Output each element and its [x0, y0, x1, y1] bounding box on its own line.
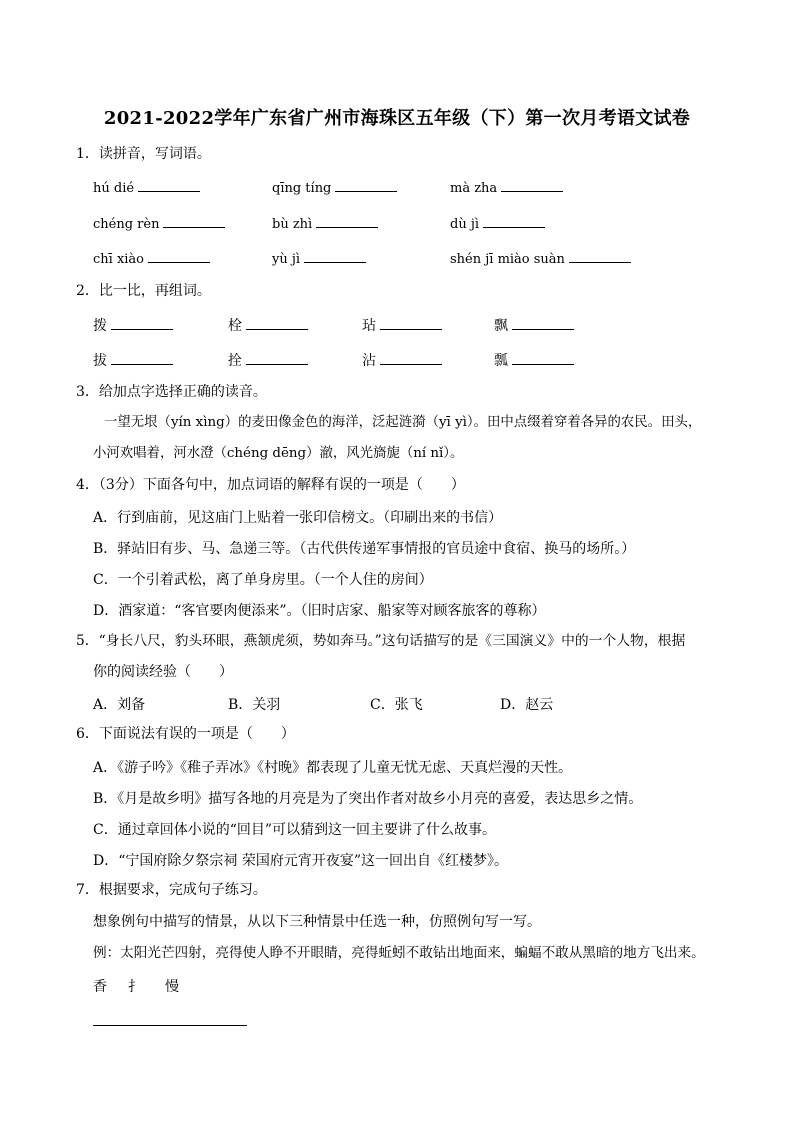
answer-blank[interactable] [501, 179, 563, 192]
answer-blank[interactable] [111, 352, 173, 365]
question-1-stem: 1．读拼音，写词语。 [76, 146, 211, 162]
question-7-choice: 扌 [128, 979, 142, 995]
pinyin-label: bù zhì [272, 217, 313, 232]
pinyin-item [93, 179, 200, 196]
question-7-stem: 7．根据要求，完成句子练习。 [76, 882, 267, 898]
answer-blank[interactable] [380, 317, 442, 330]
question-5-option-c[interactable]: C．张飞 [370, 697, 423, 713]
answer-blank[interactable] [111, 317, 173, 330]
question-6-option-d[interactable]: D．“宁国府除夕祭宗祠 荣国府元宵开夜宴”这一回出自《红楼梦》。 [93, 853, 508, 869]
answer-blank[interactable] [163, 215, 225, 228]
compare-item [93, 315, 173, 335]
pinyin-item [450, 179, 563, 196]
answer-blank[interactable] [569, 250, 631, 263]
question-4-option-a[interactable]: A．行到庙前，见这庙门上贴着一张印信榜文。（印刷出来的书信） [93, 510, 503, 526]
pinyin-item [93, 215, 225, 232]
question-4-option-d[interactable]: D．酒家道：“客官要肉便添来”。（旧时店家、船家等对顾客旅客的尊称） [93, 603, 546, 619]
answer-blank[interactable] [138, 179, 200, 192]
character-label: 瓢 [494, 353, 508, 369]
compare-item [494, 315, 574, 335]
compare-item [228, 315, 308, 335]
question-5-option-b[interactable]: B．关羽 [228, 697, 281, 713]
answer-blank[interactable] [148, 250, 210, 263]
answer-blank[interactable] [512, 352, 574, 365]
page-title: 2021-2022学年广东省广州市海珠区五年级（下）第一次月考语文试卷 [103, 108, 691, 129]
answer-blank[interactable] [512, 317, 574, 330]
question-4-option-b[interactable]: B．驿站旧有步、马、急递三等。（古代供传递军事情报的官员途中食宿、换马的场所。） [93, 541, 636, 557]
character-label: 飘 [494, 318, 508, 334]
character-label: 拴 [228, 353, 242, 369]
pinyin-label: mà zha [450, 181, 498, 196]
question-5-stem: 5．“身长八尺，豹头环眼，燕颔虎须，势如奔马。”这句话描写的是《三国演义》中的一个人物，根据 [76, 633, 686, 649]
pinyin-label: dù jì [450, 217, 480, 232]
question-5-option-d[interactable]: D．赵云 [500, 697, 554, 713]
pinyin-label: chī xiào [93, 252, 145, 267]
pinyin-label: shén jī miào suàn [450, 252, 565, 267]
pinyin-label: hú dié [93, 181, 135, 196]
pinyin-item [272, 250, 366, 267]
question-7-choice: 香 [93, 979, 107, 995]
compare-item [362, 315, 442, 335]
character-label: 沾 [362, 353, 376, 369]
pinyin-item [450, 215, 545, 232]
pinyin-item [450, 250, 631, 267]
character-label: 拨 [93, 318, 107, 334]
pinyin-label: chéng rèn [93, 217, 160, 232]
question-7-choice: 慢 [165, 979, 179, 995]
question-6-option-a[interactable]: A．《游子吟》《稚子弄冰》《村晚》都表现了儿童无忧无虑、天真烂漫的天性。 [93, 760, 573, 776]
question-3-stem: 3．给加点字选择正确的读音。 [76, 384, 267, 400]
answer-blank[interactable] [246, 317, 308, 330]
pinyin-label: yù jì [272, 252, 301, 267]
character-label: 拔 [93, 353, 107, 369]
character-label: 栓 [228, 318, 242, 334]
compare-item [494, 350, 574, 370]
answer-blank[interactable] [316, 215, 378, 228]
question-4-stem: 4．（3分）下面各句中，加点词语的解释有误的一项是（ ） [76, 477, 465, 493]
answer-blank[interactable] [246, 352, 308, 365]
answer-blank[interactable] [335, 179, 397, 192]
question-6-option-c[interactable]: C．通过章回体小说的“回目”可以猜到这一回主要讲了什么故事。 [93, 822, 497, 838]
question-6-option-b[interactable]: B．《月是故乡明》描写各地的月亮是为了突出作者对故乡小月亮的喜爱，表达思乡之情。 [93, 791, 643, 807]
pinyin-item [272, 179, 397, 196]
question-3-passage-line: 一望无垠（yín xìng）的麦田像金色的海洋，泛起涟漪（yī yì）。田中点缀着穿着各异的农民。田头， [104, 415, 702, 430]
compare-item [228, 350, 308, 370]
compare-item [93, 350, 173, 370]
answer-blank[interactable] [483, 215, 545, 228]
question-6-stem: 6．下面说法有误的一项是（ ） [76, 726, 295, 742]
question-5-option-a[interactable]: A．刘备 [93, 697, 146, 713]
question-4-option-c[interactable]: C．一个引着武松，离了单身房里。（一个人住的房间） [93, 572, 433, 588]
character-label: 玷 [362, 318, 376, 334]
question-3-passage-line: 小河欢唱着，河水澄（chéng dēng）澈，风光旖旎（ní nǐ）。 [93, 446, 464, 461]
answer-line[interactable] [93, 1025, 247, 1026]
question-7-instruction: 想象例句中描写的情景，从以下三种情景中任选一种，仿照例句写一写。 [93, 914, 541, 930]
pinyin-label: qīng tíng [272, 181, 332, 196]
question-7-example: 例：太阳光芒四射，亮得使人睁不开眼睛，亮得蚯蚓不敢钻出地面来，蝙蝠不敢从黑暗的地方飞出来。 [93, 945, 705, 961]
question-5-stem-continued: 你的阅读经验（ ） [93, 664, 233, 680]
answer-blank[interactable] [304, 250, 366, 263]
question-2-stem: 2．比一比，再组词。 [76, 283, 211, 299]
pinyin-item [272, 215, 378, 232]
answer-blank[interactable] [380, 352, 442, 365]
pinyin-item [93, 250, 210, 267]
compare-item [362, 350, 442, 370]
